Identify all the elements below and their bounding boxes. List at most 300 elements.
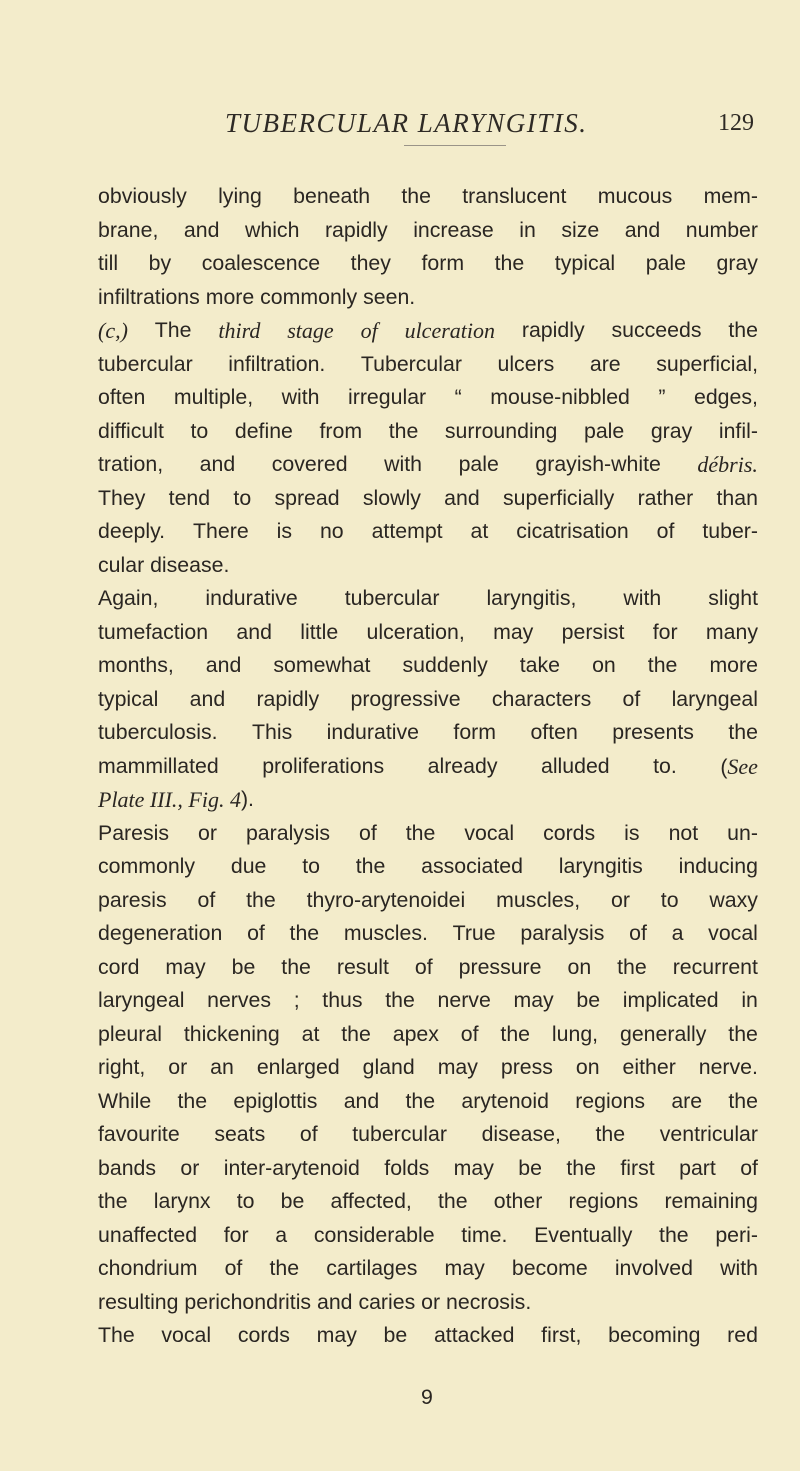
text-segment: resulting perichondritis and caries or necrosis.: [98, 1289, 532, 1314]
word: regions: [575, 1088, 646, 1113]
word: with: [281, 385, 320, 409]
word: the: [405, 1088, 436, 1113]
word: bands: [98, 1155, 157, 1180]
word: to: [236, 1189, 255, 1213]
word: tubercular: [98, 351, 193, 376]
word: larynx: [153, 1189, 211, 1213]
word: rather: [637, 485, 694, 510]
word: on: [575, 1055, 600, 1079]
word: is: [624, 820, 640, 845]
signature-number: 9: [421, 1385, 433, 1409]
word: alluded: [540, 753, 610, 778]
word: be: [518, 1155, 542, 1180]
word: epiglottis: [233, 1088, 318, 1113]
word: mem-: [703, 184, 758, 208]
word: already: [427, 753, 498, 778]
word: may: [165, 954, 206, 979]
word: pale: [645, 251, 686, 275]
word: They: [98, 485, 146, 510]
text-line: [98, 448, 758, 482]
word: often: [530, 720, 578, 744]
word: and: [205, 653, 242, 677]
word: with: [720, 1256, 758, 1280]
word: The: [154, 318, 192, 342]
text-segment: cular disease.: [98, 552, 230, 577]
word: may: [513, 988, 554, 1012]
word: rapidly: [256, 686, 320, 711]
word: generally: [619, 1021, 707, 1046]
word: The: [98, 1323, 135, 1347]
text-line: [98, 1286, 758, 1320]
word: nerves: [207, 988, 272, 1012]
word: involved: [614, 1256, 693, 1280]
word: and: [199, 452, 236, 476]
word: vocal: [161, 1323, 212, 1347]
word: the: [355, 854, 386, 878]
word: ulcers: [497, 351, 555, 376]
word: no: [319, 519, 344, 543]
word: define: [234, 418, 293, 443]
word: the: [659, 1222, 689, 1247]
word: translucent: [462, 184, 567, 208]
word: the: [437, 1189, 468, 1213]
word: mucous: [597, 184, 673, 208]
word: form: [421, 251, 465, 275]
word: edges,: [693, 385, 758, 409]
word: of: [359, 820, 377, 845]
word: tend: [168, 485, 211, 510]
word: number: [685, 217, 758, 242]
word: and: [183, 217, 220, 242]
word: on: [567, 954, 592, 979]
word: tubercular: [352, 1122, 447, 1146]
word: infil-: [718, 418, 758, 443]
word: or: [198, 820, 217, 845]
word: slight: [708, 586, 758, 610]
word: presents: [612, 720, 694, 744]
word: the: [595, 1122, 626, 1146]
word: and: [444, 485, 480, 510]
word: obviously: [98, 184, 187, 208]
word: associated: [421, 854, 523, 878]
word: is: [276, 519, 292, 543]
word: for: [652, 619, 678, 644]
word: superficial,: [656, 351, 758, 376]
word: the: [494, 251, 525, 275]
text-line: [98, 281, 758, 315]
word: the: [728, 720, 758, 744]
text-line: [98, 348, 758, 382]
word: the: [617, 954, 647, 979]
word: may: [444, 1256, 485, 1280]
word: from: [319, 418, 363, 443]
word: beneath: [293, 184, 371, 208]
word: than: [716, 485, 758, 510]
word: paralysis: [520, 921, 605, 945]
word: of: [656, 519, 675, 543]
text-line: [98, 649, 758, 683]
word: be: [280, 1189, 305, 1213]
word: the: [405, 820, 436, 845]
word: be: [576, 988, 601, 1012]
word: difficult: [98, 418, 164, 443]
word: thus: [322, 988, 363, 1012]
word: covered: [271, 452, 348, 476]
word: the: [281, 954, 311, 979]
word: the: [566, 1155, 596, 1180]
word: indurative: [205, 586, 298, 610]
word: gland: [362, 1055, 415, 1079]
word: to: [233, 485, 252, 510]
word: nerve.: [698, 1055, 758, 1079]
word: on: [592, 653, 616, 677]
word: slowly: [362, 485, 421, 510]
word: cord: [98, 954, 140, 979]
text-line: [98, 314, 758, 348]
word: they: [350, 251, 391, 275]
word: lying: [218, 184, 262, 208]
word: and: [343, 1088, 380, 1113]
word: chondrium: [98, 1256, 198, 1280]
word: are: [671, 1088, 703, 1113]
word: débris.: [697, 452, 758, 477]
word: by: [148, 251, 172, 275]
text-line: [98, 750, 758, 784]
word: implicated: [622, 988, 719, 1012]
word: (: [720, 754, 728, 779]
word: increase: [413, 217, 494, 242]
page-number: 129: [718, 110, 754, 136]
word: peri-: [715, 1222, 758, 1247]
word: muscles.: [343, 921, 428, 945]
word: cords: [543, 820, 596, 845]
text-line: [98, 984, 758, 1018]
word: an: [210, 1055, 234, 1079]
text-line: [98, 1252, 758, 1286]
word: unaffected: [98, 1222, 198, 1247]
text-line: [98, 1051, 758, 1085]
word: waxy: [709, 887, 758, 912]
word: thyro-arytenoidei: [306, 887, 466, 912]
word: ventricular: [659, 1122, 758, 1146]
word: tuberculosis.: [98, 720, 218, 744]
word: arytenoid: [461, 1088, 549, 1113]
word: or: [610, 887, 630, 912]
word: Again,: [98, 586, 159, 610]
word: pressure: [458, 954, 542, 979]
word: surrounding: [444, 418, 558, 443]
word: multiple,: [173, 385, 254, 409]
word: ulceration,: [366, 619, 465, 644]
text-line: [98, 1185, 758, 1219]
word: either: [622, 1055, 676, 1079]
word: ulceration: [404, 318, 495, 343]
word: the: [177, 1088, 208, 1113]
text-line: [98, 515, 758, 549]
word: the: [246, 887, 276, 912]
word: the: [500, 1021, 531, 1046]
text-line: [98, 817, 758, 851]
word: deeply.: [98, 519, 166, 543]
word: See: [727, 753, 758, 779]
word: may: [493, 619, 534, 644]
word: become: [511, 1256, 588, 1280]
word: remaining: [664, 1189, 758, 1213]
word: vocal: [464, 820, 515, 845]
word: more: [709, 653, 758, 677]
text-line: [98, 884, 758, 918]
text-line: [98, 783, 758, 817]
word: This: [251, 720, 293, 744]
word: to: [660, 887, 679, 912]
word: a: [671, 921, 684, 945]
word: “: [454, 385, 462, 409]
word: laryngitis: [558, 854, 643, 878]
word: indurative: [326, 720, 419, 744]
text-line: [98, 214, 758, 248]
word-group: [720, 750, 758, 784]
word: Eventually: [534, 1222, 633, 1247]
word: rapidly: [521, 318, 585, 342]
word: laryngeal: [98, 988, 185, 1012]
text-line: [98, 850, 758, 884]
text-line: [98, 616, 758, 650]
word: first,: [541, 1323, 582, 1347]
word: third: [218, 318, 261, 343]
word: of: [197, 887, 216, 912]
word: be: [231, 954, 256, 979]
word: There: [193, 519, 249, 543]
word: ”: [658, 385, 666, 409]
word: rapidly: [324, 217, 388, 242]
word: proliferations: [262, 753, 385, 778]
word: coalescence: [201, 251, 321, 275]
word: favourite: [98, 1122, 180, 1146]
text-line: [98, 582, 758, 616]
word: of: [299, 1122, 318, 1146]
word: cords: [237, 1323, 290, 1347]
word: regions: [568, 1189, 639, 1213]
word: nerve: [437, 988, 491, 1012]
word: mouse-nibbled: [490, 385, 630, 409]
word: spread: [274, 485, 340, 510]
text-line: [98, 1118, 758, 1152]
word: attacked: [433, 1323, 515, 1347]
word: stage: [287, 318, 334, 343]
word: often: [98, 385, 146, 409]
text-segment: infiltrations more commonly seen.: [98, 284, 416, 309]
word: the: [98, 1189, 128, 1213]
word: laryngitis,: [486, 586, 577, 610]
word: for: [223, 1222, 249, 1247]
word: thickening: [183, 1021, 280, 1046]
word: cicatrisation: [516, 519, 629, 543]
word: typical: [98, 686, 159, 711]
word: folds: [384, 1155, 430, 1180]
word: ;: [293, 988, 300, 1012]
text-line: [98, 1085, 758, 1119]
word: seats: [214, 1122, 266, 1146]
word: pale: [458, 452, 499, 476]
word: right,: [98, 1055, 146, 1079]
word: un-: [727, 820, 758, 845]
word: result: [336, 954, 389, 979]
word: persist: [561, 619, 625, 644]
text-line: [98, 549, 758, 583]
word: press: [500, 1055, 553, 1079]
word: with: [384, 452, 422, 476]
word: superficially: [503, 485, 615, 510]
word: disease,: [481, 1122, 561, 1146]
word: Paresis: [98, 820, 170, 845]
text-line: [98, 381, 758, 415]
word: pleural: [98, 1021, 162, 1046]
word: of: [360, 318, 378, 343]
word: suddenly: [402, 653, 488, 677]
word: True: [452, 921, 496, 945]
word: tration,: [98, 452, 164, 476]
word: gray: [650, 418, 693, 443]
word: and: [189, 686, 226, 711]
body-text: [98, 180, 758, 1353]
word: considerable: [313, 1222, 435, 1247]
word: brane,: [98, 217, 159, 242]
word: form: [453, 720, 497, 744]
header-underline: [404, 145, 506, 146]
word: gray: [716, 251, 758, 275]
word: progressive: [350, 686, 461, 711]
word: which: [244, 217, 300, 242]
word: the: [728, 1021, 758, 1046]
word: grayish-white: [535, 452, 661, 476]
word: other: [493, 1189, 543, 1213]
word: irregular: [348, 385, 427, 409]
word: to: [302, 854, 320, 878]
word: not: [668, 820, 699, 845]
word: pale: [583, 418, 625, 443]
word: part: [679, 1155, 716, 1180]
word: affected,: [330, 1189, 412, 1213]
text-line: [98, 180, 758, 214]
word: with: [623, 586, 662, 610]
word: characters: [491, 686, 592, 711]
word: many: [705, 619, 758, 644]
word: of: [247, 921, 265, 945]
word: laryngeal: [671, 686, 758, 711]
word: red: [727, 1323, 758, 1347]
text-line: [98, 415, 758, 449]
text-line: [98, 917, 758, 951]
word: and: [236, 619, 272, 644]
word: take: [519, 653, 561, 677]
word: little: [300, 619, 339, 644]
word: the: [728, 1088, 758, 1113]
word: size: [561, 217, 600, 242]
word: inter-arytenoid: [223, 1155, 360, 1180]
word: at: [301, 1021, 320, 1046]
text-line: [98, 1319, 758, 1353]
word: recurrent: [672, 954, 758, 979]
word: of: [460, 1021, 479, 1046]
word: (c,): [98, 318, 128, 343]
word: of: [629, 921, 647, 945]
word: the: [289, 921, 320, 945]
word: tuber-: [702, 519, 758, 543]
word: becoming: [608, 1323, 701, 1347]
word: and: [624, 217, 661, 242]
word: muscles,: [496, 887, 581, 912]
running-head-title: TUBERCULAR LARYNGITIS.: [225, 108, 588, 138]
text-line: [98, 951, 758, 985]
text-segment: ).: [240, 787, 254, 811]
word: succeeds: [611, 318, 702, 342]
word: be: [383, 1323, 408, 1347]
word: While: [98, 1088, 152, 1113]
word: the: [388, 418, 419, 443]
word: apex: [392, 1021, 439, 1046]
running-head: [0, 108, 800, 144]
word: tumefaction: [98, 619, 209, 644]
word: attempt: [371, 519, 443, 543]
word: Tubercular: [360, 351, 462, 376]
word: somewhat: [273, 653, 371, 677]
word: a: [275, 1222, 288, 1247]
word: till: [98, 251, 119, 275]
word: the: [385, 988, 415, 1012]
word: to: [190, 418, 209, 443]
word: due: [230, 854, 267, 878]
word: in: [741, 988, 758, 1012]
text-line: [98, 247, 758, 281]
word: vocal: [708, 921, 758, 945]
italic-text: Plate III., Fig. 4: [98, 787, 241, 812]
word: the: [401, 184, 431, 208]
text-line: [98, 683, 758, 717]
word: may: [316, 1323, 357, 1347]
text-line: [98, 1152, 758, 1186]
word: may: [437, 1055, 478, 1079]
word: at: [470, 519, 489, 543]
word: months,: [98, 653, 174, 677]
word: are: [589, 351, 621, 376]
word: degeneration: [98, 921, 223, 945]
word: commonly: [98, 854, 196, 878]
text-line: [98, 716, 758, 750]
word: of: [740, 1155, 758, 1180]
text-line: [98, 1219, 758, 1253]
word: mammillated: [98, 753, 219, 778]
word: typical: [554, 251, 616, 275]
word: of: [224, 1256, 243, 1280]
word: lung,: [551, 1021, 599, 1046]
word: or: [180, 1155, 200, 1180]
word: to.: [653, 753, 677, 778]
word: or: [168, 1055, 188, 1079]
word: the: [647, 653, 678, 677]
word: inducing: [678, 854, 758, 878]
word: first: [620, 1155, 655, 1180]
word: the: [341, 1021, 371, 1046]
word: time.: [461, 1222, 508, 1247]
word: the: [728, 318, 758, 342]
word: may: [453, 1155, 494, 1180]
word: cartilages: [326, 1256, 418, 1280]
word: the: [269, 1256, 300, 1280]
word: of: [622, 686, 641, 711]
word: tubercular: [344, 586, 440, 610]
word: paresis: [98, 887, 167, 912]
text-line: [98, 482, 758, 516]
